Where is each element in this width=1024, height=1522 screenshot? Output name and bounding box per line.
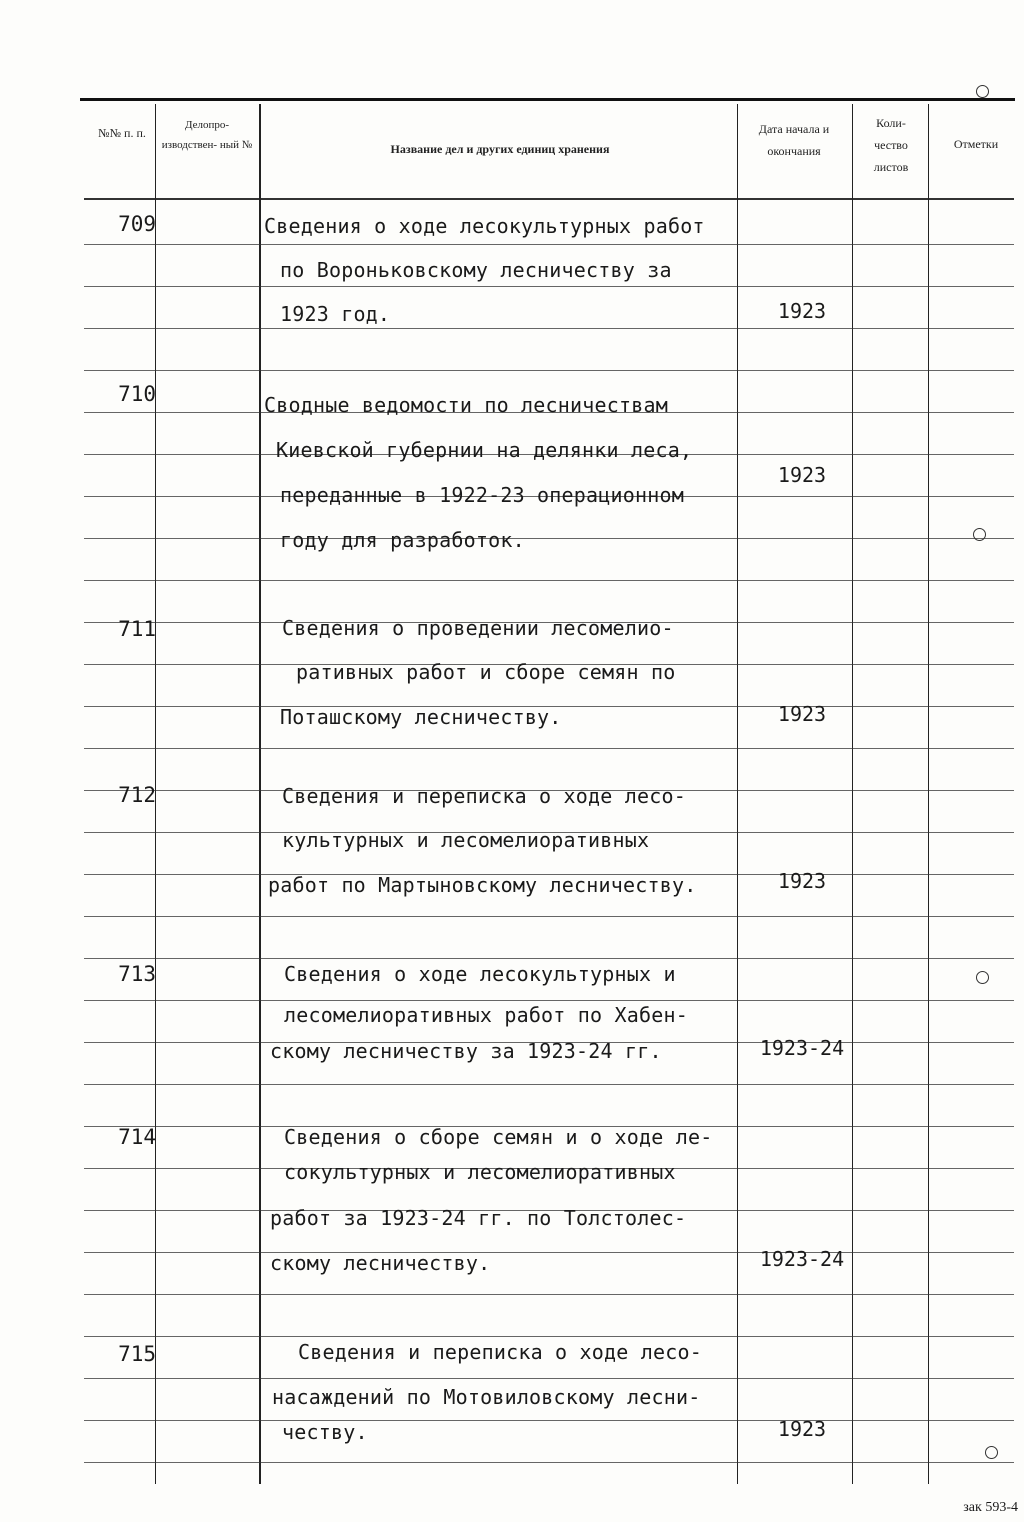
ruled-line: [84, 748, 1014, 749]
entry-text-line: Сведения о проведении лесомелио-: [282, 616, 674, 640]
entry-text-line: Сведения о ходе лесокультурных и: [284, 962, 676, 986]
entry-text-line: лесомелиоративных работ по Хабен-: [284, 1003, 688, 1027]
entry-text-line: году для разработок.: [280, 528, 525, 552]
entry-date: 1923-24: [759, 1036, 845, 1060]
header-notes: Отметки: [953, 137, 999, 151]
ruled-line: [84, 244, 1014, 245]
entry-text-line: скому лесничеству.: [270, 1251, 491, 1275]
entry-number: 710: [118, 382, 156, 406]
entry-date: 1923: [777, 1417, 827, 1441]
entry-text-line: Сведения о ходе лесокультурных работ: [264, 214, 705, 238]
ruled-line: [84, 370, 1014, 371]
margin-circle-mark: [973, 528, 986, 541]
entry-text-line: ративных работ и сборе семян по: [296, 660, 676, 684]
column-rule-sheets: [928, 104, 929, 1484]
ruled-line: [84, 1084, 1014, 1085]
entry-number: 712: [118, 783, 156, 807]
entry-number: 711: [118, 617, 156, 641]
entry-text-line: Сведения и переписка о ходе лесо-: [282, 784, 686, 808]
ruled-line: [84, 1000, 1014, 1001]
ruled-line: [84, 286, 1014, 287]
ruled-line: [84, 1462, 1014, 1463]
entry-text-line: работ за 1923-24 гг. по Толстолес-: [270, 1206, 687, 1230]
header-office-number: Делопро- изводствен- ный №: [161, 119, 253, 151]
ruled-line: [84, 1252, 1014, 1253]
entry-text-line: Сводные ведомости по лесничествам: [264, 393, 668, 417]
entry-text-line: Сведения о сборе семян и о ходе ле-: [284, 1125, 713, 1149]
header-num: №№ п. п.: [98, 126, 146, 140]
entry-text-line: работ по Мартыновскому лесничеству.: [268, 873, 697, 897]
entry-date: 1923: [777, 702, 827, 726]
entry-text-line: по Вороньковскому лесничеству за: [280, 258, 672, 282]
entry-text-line: культурных и лесомелиоративных: [282, 828, 650, 852]
top-rule: [80, 98, 1015, 101]
ruled-line: [84, 538, 1014, 539]
column-rule-title: [737, 104, 738, 1484]
ruled-line: [84, 580, 1014, 581]
ruled-line: [84, 1294, 1014, 1295]
entry-number: 709: [118, 212, 156, 236]
header-sheets: Коли- чество листов: [873, 116, 909, 174]
entry-text-line: честву.: [282, 1420, 368, 1444]
entry-date: 1923: [777, 869, 827, 893]
entry-text-line: скому лесничеству за 1923-24 гг.: [270, 1039, 662, 1063]
entry-text-line: насаждений по Мотовиловскому лесни-: [272, 1385, 701, 1409]
ruled-line: [84, 958, 1014, 959]
margin-circle-mark: [985, 1446, 998, 1459]
ruled-line: [84, 1378, 1014, 1379]
footer-order-number: зак 593-4: [963, 1500, 1018, 1515]
entry-text-line: 1923 год.: [280, 302, 391, 326]
margin-circle-mark: [976, 85, 989, 98]
entry-date: 1923: [777, 463, 827, 487]
header-bottom-rule: [84, 198, 1014, 200]
entry-text-line: сокультурных и лесомелиоративных: [284, 1160, 676, 1184]
ruled-line: [84, 328, 1014, 329]
entry-number: 713: [118, 962, 156, 986]
ruled-line: [84, 916, 1014, 917]
header-dates: Дата начала и окончания: [758, 122, 830, 158]
entry-text-line: переданные в 1922-23 операционном: [280, 483, 684, 507]
entry-date: 1923: [777, 299, 827, 323]
entry-number: 714: [118, 1125, 156, 1149]
ruled-line: [84, 1420, 1014, 1421]
entry-number: 715: [118, 1342, 156, 1366]
entry-text-line: Поташскому лесничеству.: [280, 705, 562, 729]
entry-date: 1923-24: [759, 1247, 845, 1271]
entry-text-line: Киевской губернии на делянки леса,: [276, 438, 693, 462]
header-title: Название дел и других единиц хранения: [390, 142, 610, 156]
column-rule-office: [259, 104, 261, 1484]
ruled-line: [84, 1336, 1014, 1337]
margin-circle-mark: [976, 971, 989, 984]
entry-text-line: Сведения и переписка о ходе лесо-: [298, 1340, 702, 1364]
